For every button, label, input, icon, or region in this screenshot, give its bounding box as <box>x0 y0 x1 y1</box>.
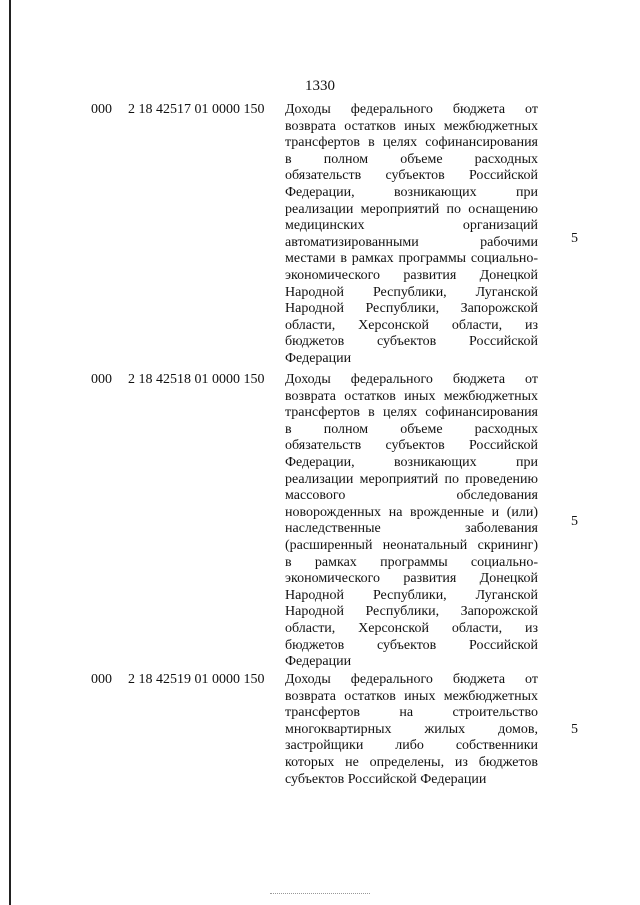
description-line: наследственные заболевания <box>285 521 538 537</box>
description-line: возврата остатков иных межбюджетных <box>285 688 538 704</box>
description-line: массового обследования <box>285 488 538 504</box>
description-line: реализации мероприятий по оснащению <box>285 201 538 217</box>
description-line: Доходы федерального бюджета от <box>285 372 538 387</box>
description-line: (расширенный неонатальный скрининг) <box>285 537 538 553</box>
description-line: возврата остатков иных межбюджетных <box>285 388 538 404</box>
description-line: трансфертов в целях софинансирования <box>285 405 538 421</box>
distribution-norm: 5 <box>571 722 578 737</box>
distribution-norm: 5 <box>571 231 578 246</box>
revenue-description <box>285 672 538 788</box>
description-line: автоматизированными рабочими <box>285 234 538 250</box>
admin-code: 000 <box>91 372 112 387</box>
description-line: Федерации, возникающих при <box>285 184 538 200</box>
description-line: которых не определены, из бюджетов <box>285 754 538 770</box>
description-line: застройщики либо собственники <box>285 738 538 754</box>
description-line: Федерации, возникающих при <box>285 454 538 470</box>
distribution-norm: 5 <box>571 514 578 529</box>
description-line: в полном объеме расходных <box>285 151 538 167</box>
description-line: Федерации <box>285 654 352 670</box>
description-line: обязательств субъектов Российской <box>285 438 538 454</box>
description-line: возврата остатков иных межбюджетных <box>285 118 538 134</box>
description-line: трансфертов на строительство <box>285 705 538 721</box>
budget-classification-code: 2 18 42519 01 0000 150 <box>128 672 265 687</box>
description-line: в полном объеме расходных <box>285 421 538 437</box>
description-line: трансфертов в целях софинансирования <box>285 135 538 151</box>
budget-classification-code: 2 18 42518 01 0000 150 <box>128 372 265 387</box>
revenue-description <box>285 372 538 671</box>
description-line: субъектов Российской Федерации <box>285 771 487 787</box>
description-line: области, Херсонской области, из <box>285 317 538 333</box>
description-line: Федерации <box>285 350 352 366</box>
description-line: области, Херсонской области, из <box>285 620 538 636</box>
budget-classification-code: 2 18 42517 01 0000 150 <box>128 102 265 117</box>
admin-code: 000 <box>91 102 112 117</box>
description-line: экономического развития Донецкой <box>285 267 538 283</box>
description-line: бюджетов субъектов Российской <box>285 637 538 653</box>
admin-code: 000 <box>91 672 112 687</box>
description-line: Народной Республики, Луганской <box>285 587 538 603</box>
revenue-description <box>285 102 538 368</box>
description-line: медицинских организаций <box>285 218 538 234</box>
page-edge-line <box>9 0 11 905</box>
description-line: обязательств субъектов Российской <box>285 168 538 184</box>
description-line: новорожденных на врожденные и (или) <box>285 504 538 520</box>
description-line: в рамках программы социально- <box>285 554 538 570</box>
footer-mark <box>270 893 370 895</box>
description-line: реализации мероприятий по проведению <box>285 471 538 487</box>
description-line: Доходы федерального бюджета от <box>285 672 538 687</box>
description-line: бюджетов субъектов Российской <box>285 334 538 350</box>
description-line: экономического развития Донецкой <box>285 571 538 587</box>
description-line: многоквартирных жилых домов, <box>285 721 538 737</box>
description-line: Народной Республики, Запорожской <box>285 301 538 317</box>
description-line: Народной Республики, Запорожской <box>285 604 538 620</box>
description-line: Народной Республики, Луганской <box>285 284 538 300</box>
description-line: местами в рамках программы социально- <box>285 251 538 267</box>
description-line: Доходы федерального бюджета от <box>285 102 538 117</box>
page-number: 1330 <box>305 78 335 94</box>
